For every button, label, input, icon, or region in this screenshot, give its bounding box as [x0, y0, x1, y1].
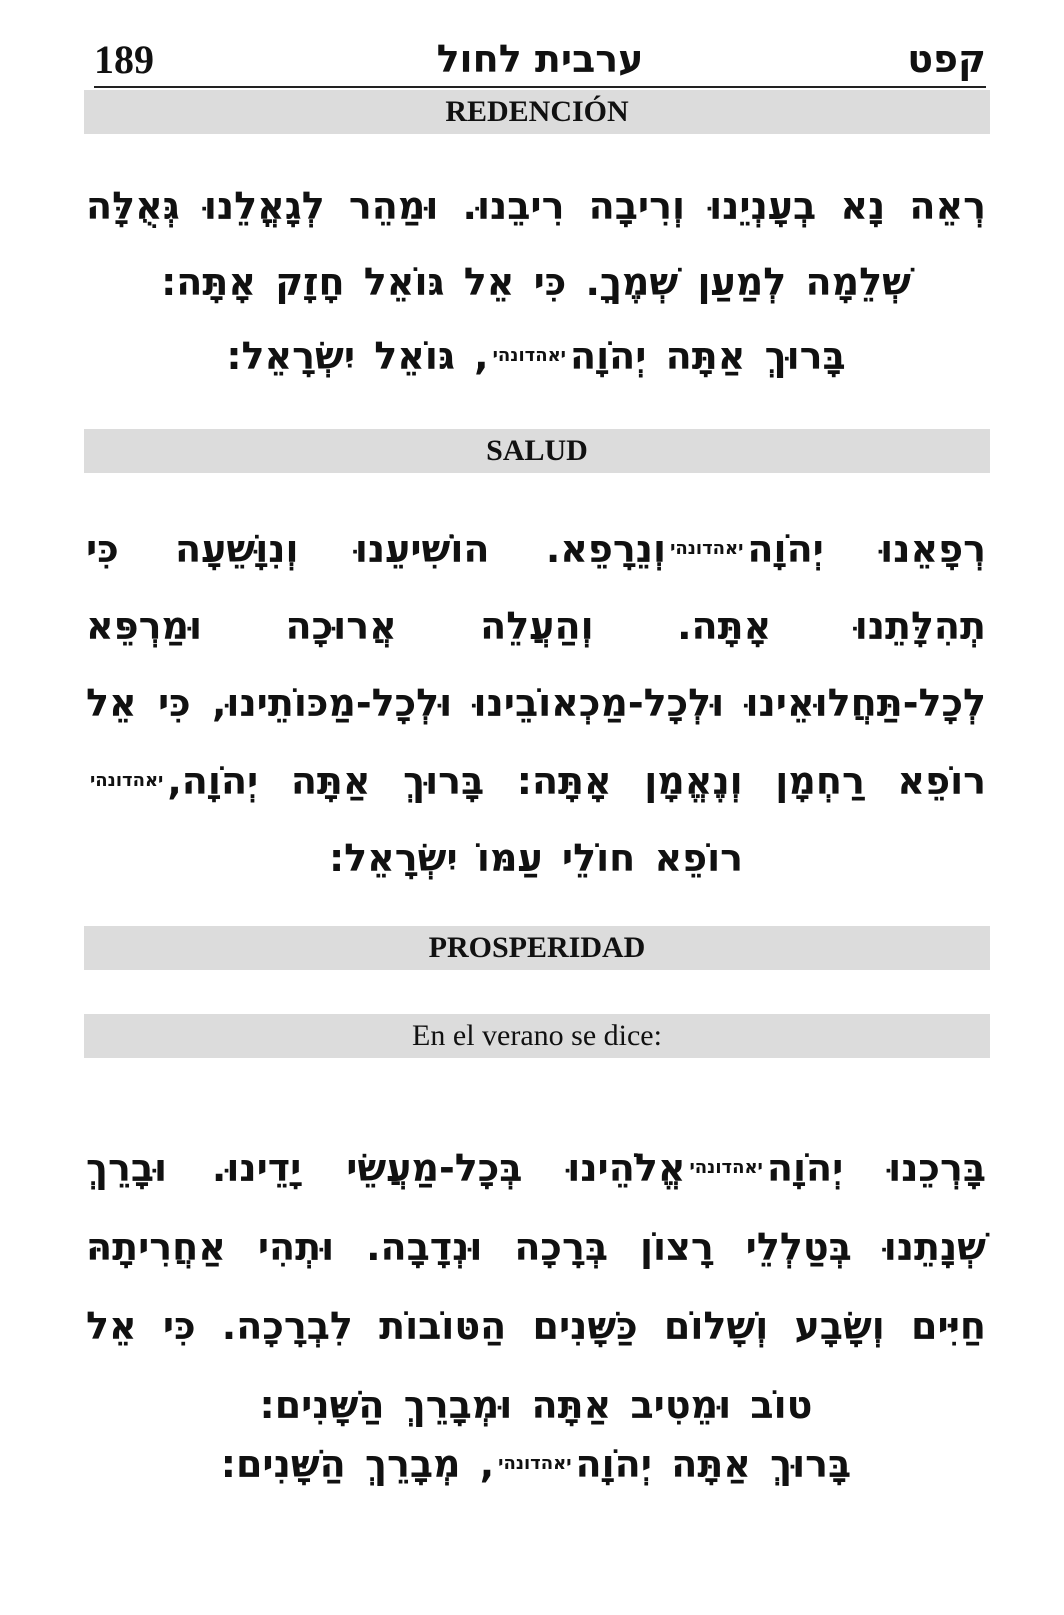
prosperidad-blessing-end: , מְבָרֵךְ הַשָּׁנִים: — [220, 1442, 495, 1486]
salud-paragraph — [86, 510, 986, 897]
hebrew-page-number: קפט — [907, 37, 986, 81]
running-title: ערבית לחול — [436, 37, 644, 81]
divine-name-annotation: יאהדונהי — [498, 1453, 572, 1474]
salud-text-end: רוֹפֵא חוֹלֵי עַמּוֹ יִשְׂרָאֵל: — [328, 836, 744, 880]
divine-name-annotation: יאהדונהי — [90, 770, 164, 791]
section-heading-redencion: REDENCIÓN — [84, 90, 990, 134]
prosperidad-text-start: בָּרְכֵנוּ יְהֹוָה — [766, 1146, 987, 1190]
divine-name-annotation: יאהדונהי — [492, 345, 566, 366]
redencion-blessing-end: , גּוֹאֵל יִשְׂרָאֵל: — [226, 334, 489, 378]
page-header — [94, 34, 986, 88]
salud-text-start: רְפָאֵנוּ יְהֹוָה — [747, 527, 986, 571]
redencion-blessing-start: בָּרוּךְ אַתָּה יְהֹוָה — [569, 334, 846, 378]
salud-text-middle: וְנֵרָפֵא. הוֹשִׁיעֵנוּ וְנִוָּשֵׁעָה כִּי תְהִלָּתֵנוּ אָתָּה. וְהַעֲלֵה אֲרוּכָה וּמַרְפֵּא לְכָל-תַּחֲלוּאֵינוּ וּלְכָל-מַכְאוֹבֵינוּ וּלְכָל-מַכּוֹתֵינוּ, כִּי אֵל רוֹפֵא רַחְמָן וְנֶאֱמָן אָתָּה: בָּרוּךְ אַתָּה יְהֹוָה, — [86, 527, 986, 803]
prosperidad-blessing-start: בָּרוּךְ אַתָּה יְהֹוָה — [575, 1442, 852, 1486]
redencion-text: רְאֵה נָא בְעָנְיֵנוּ וְרִיבָה רִיבֵנוּ. וּמַהֵר לְגָאֳלֵנוּ גְּאֻלָּה שְׁלֵמָה לְמַעַן שְׁמֶךָ. כִּי אֵל גּוֹאֵל חָזָק אָתָּה: — [86, 184, 986, 304]
redencion-blessing — [86, 318, 986, 394]
prosperidad-text-middle: אֱלֹהֵינוּ בְּכָל-מַעֲשֵׂי יָדֵינוּ. וּבָרֵךְ שְׁנָתֵנוּ בְּטַלְלֵי רָצוֹן בְּרָכָה וּנְדָבָה. וּתְהִי אַחֲרִיתָהּ חַיִּים וְשָׂבָע וְשָׁלוֹם כַּשָּׁנִים הַטּוֹבוֹת לִבְרָכָה. כִּי אֵל טוֹב וּמֵטִיב אַתָּה וּמְבָרֵךְ הַשָּׁנִים: — [86, 1146, 986, 1427]
prosperidad-paragraph — [86, 1128, 986, 1445]
divine-name-annotation: יאהדונהי — [689, 1157, 763, 1178]
divine-name-annotation: יאהדונהי — [670, 538, 744, 559]
page-number: 189 — [94, 37, 154, 82]
redencion-paragraph — [86, 168, 986, 320]
prosperidad-blessing — [86, 1424, 986, 1504]
section-note: En el verano se dice: — [84, 1014, 990, 1058]
section-heading-salud: SALUD — [84, 429, 990, 473]
section-heading-prosperidad: PROSPERIDAD — [84, 926, 990, 970]
